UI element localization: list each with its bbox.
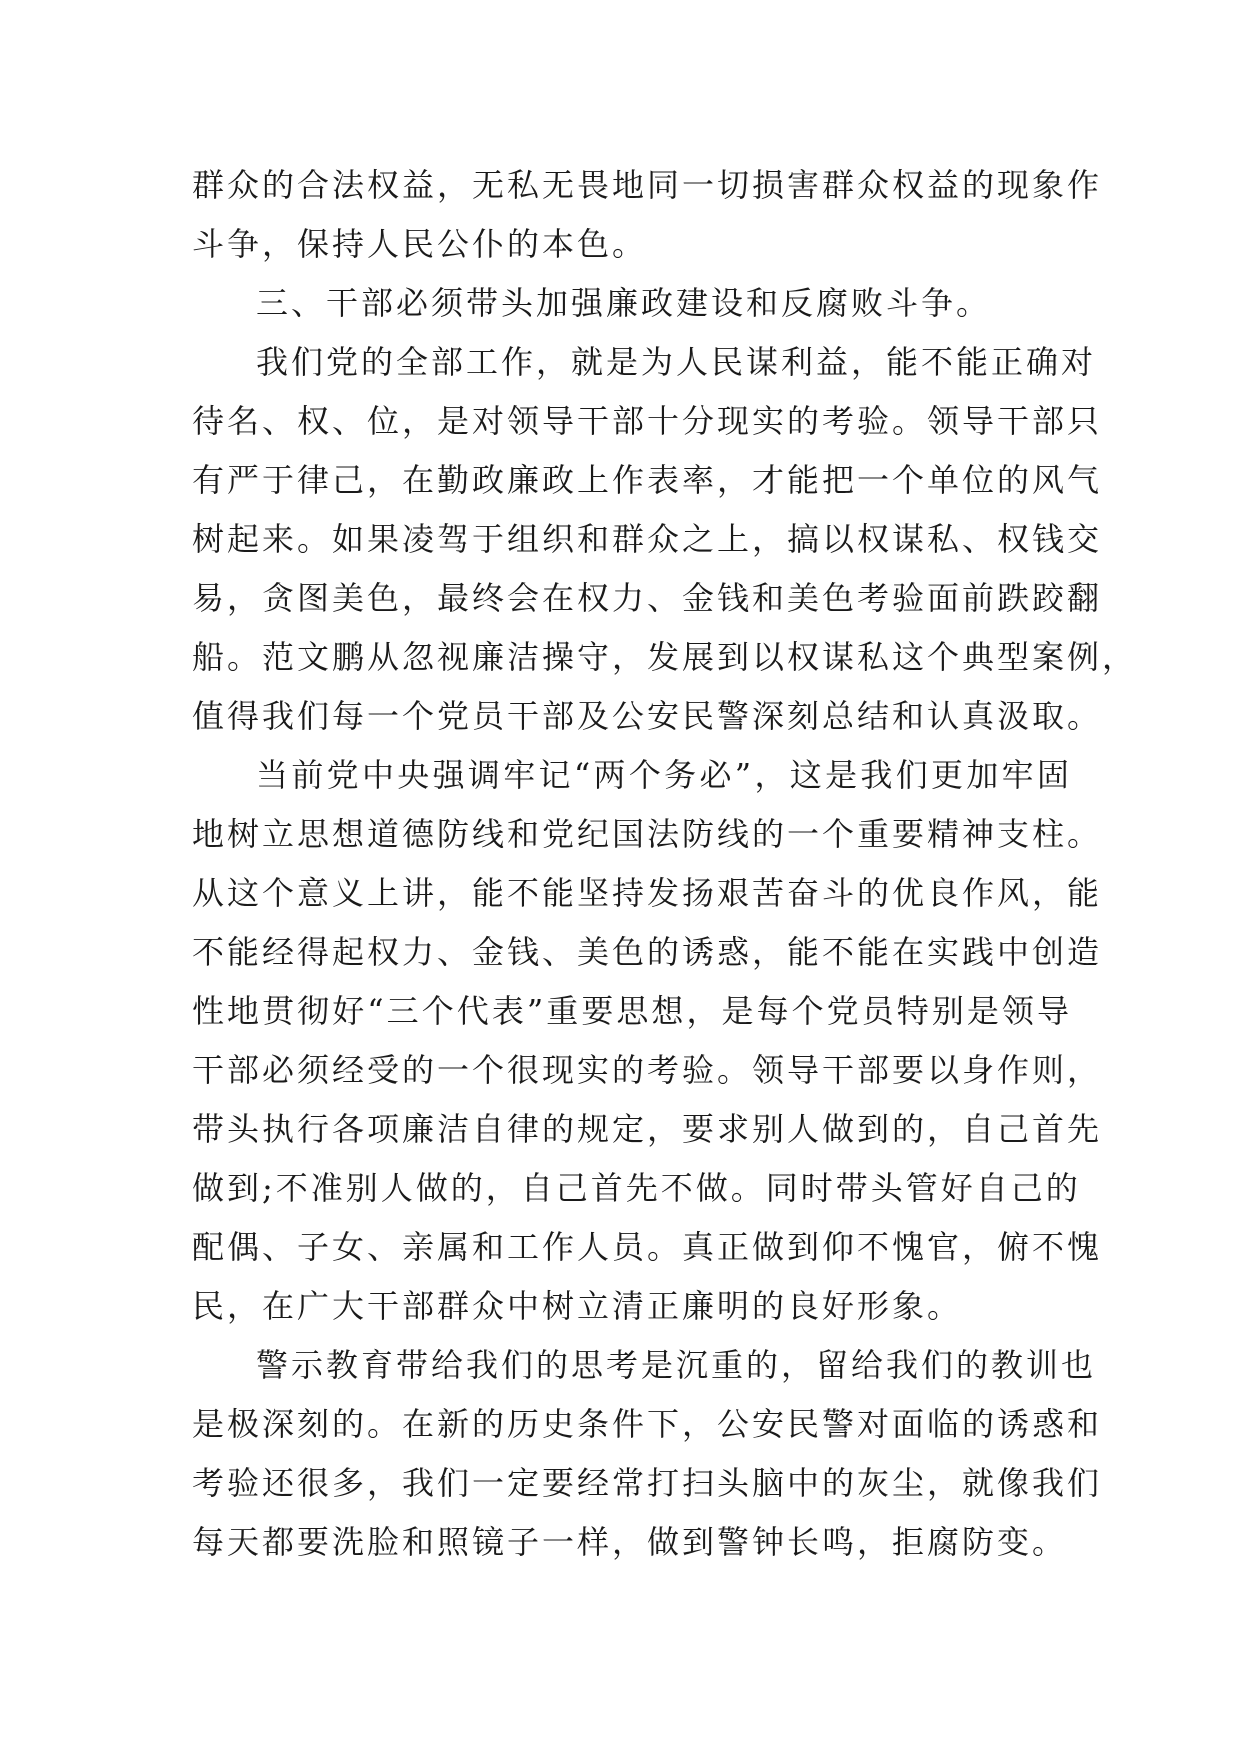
- paragraph-line: 是极深刻的。在新的历史条件下，公安民警对面临的诱惑和: [192, 1405, 1103, 1443]
- paragraph-line: 每天都要洗脸和照镜子一样，做到警钟长鸣，拒腐防变。: [192, 1523, 1068, 1561]
- paragraph-line: 待名、权、位，是对领导干部十分现实的考验。领导干部只: [192, 402, 1103, 440]
- paragraph-line: 做到;不准别人做的，自己首先不做。同时带头管好自己的: [192, 1169, 1081, 1207]
- paragraph-line: 树起来。如果凌驾于组织和群众之上，搞以权谋私、权钱交: [192, 520, 1103, 558]
- paragraph-line: 群众的合法权益，无私无畏地同一切损害群众权益的现象作: [192, 166, 1103, 204]
- paragraph-line: 性地贯彻好“三个代表”重要思想，是每个党员特别是领导: [192, 992, 1072, 1030]
- paragraph-line: 船。范文鹏从忽视廉洁操守，发展到以权谋私这个典型案例，: [192, 638, 1138, 676]
- paragraph-line: 配偶、子女、亲属和工作人员。真正做到仰不愧官，俯不愧: [192, 1228, 1103, 1266]
- paragraph-line: 易，贪图美色，最终会在权力、金钱和美色考验面前跌跤翻: [192, 579, 1103, 617]
- section-heading: 三、干部必须带头加强廉政建设和反腐败斗争。: [256, 284, 992, 322]
- paragraph-line: 斗争，保持人民公仆的本色。: [192, 225, 648, 263]
- paragraph-line: 有严于律己，在勤政廉政上作表率，才能把一个单位的风气: [192, 461, 1103, 499]
- paragraph-line: 考验还很多，我们一定要经常打扫头脑中的灰尘，就像我们: [192, 1464, 1103, 1502]
- document-body: [192, 156, 1138, 1572]
- paragraph-line: 我们党的全部工作，就是为人民谋利益，能不能正确对: [256, 343, 1097, 381]
- paragraph-line: 从这个意义上讲，能不能坚持发扬艰苦奋斗的优良作风，能: [192, 874, 1103, 912]
- paragraph-line: 不能经得起权力、金钱、美色的诱惑，能不能在实践中创造: [192, 933, 1103, 971]
- paragraph-line: 民，在广大干部群众中树立清正廉明的良好形象。: [192, 1287, 963, 1325]
- paragraph-line: 警示教育带给我们的思考是沉重的，留给我们的教训也: [256, 1346, 1097, 1384]
- paragraph-line: 值得我们每一个党员干部及公安民警深刻总结和认真汲取。: [192, 697, 1103, 735]
- paragraph-line: 带头执行各项廉洁自律的规定，要求别人做到的，自己首先: [192, 1110, 1103, 1148]
- paragraph-line: 当前党中央强调牢记“两个务必”，这是我们更加牢固: [256, 756, 1072, 794]
- paragraph-line: 干部必须经受的一个很现实的考验。领导干部要以身作则，: [192, 1051, 1103, 1089]
- paragraph-line: 地树立思想道德防线和党纪国法防线的一个重要精神支柱。: [192, 815, 1103, 853]
